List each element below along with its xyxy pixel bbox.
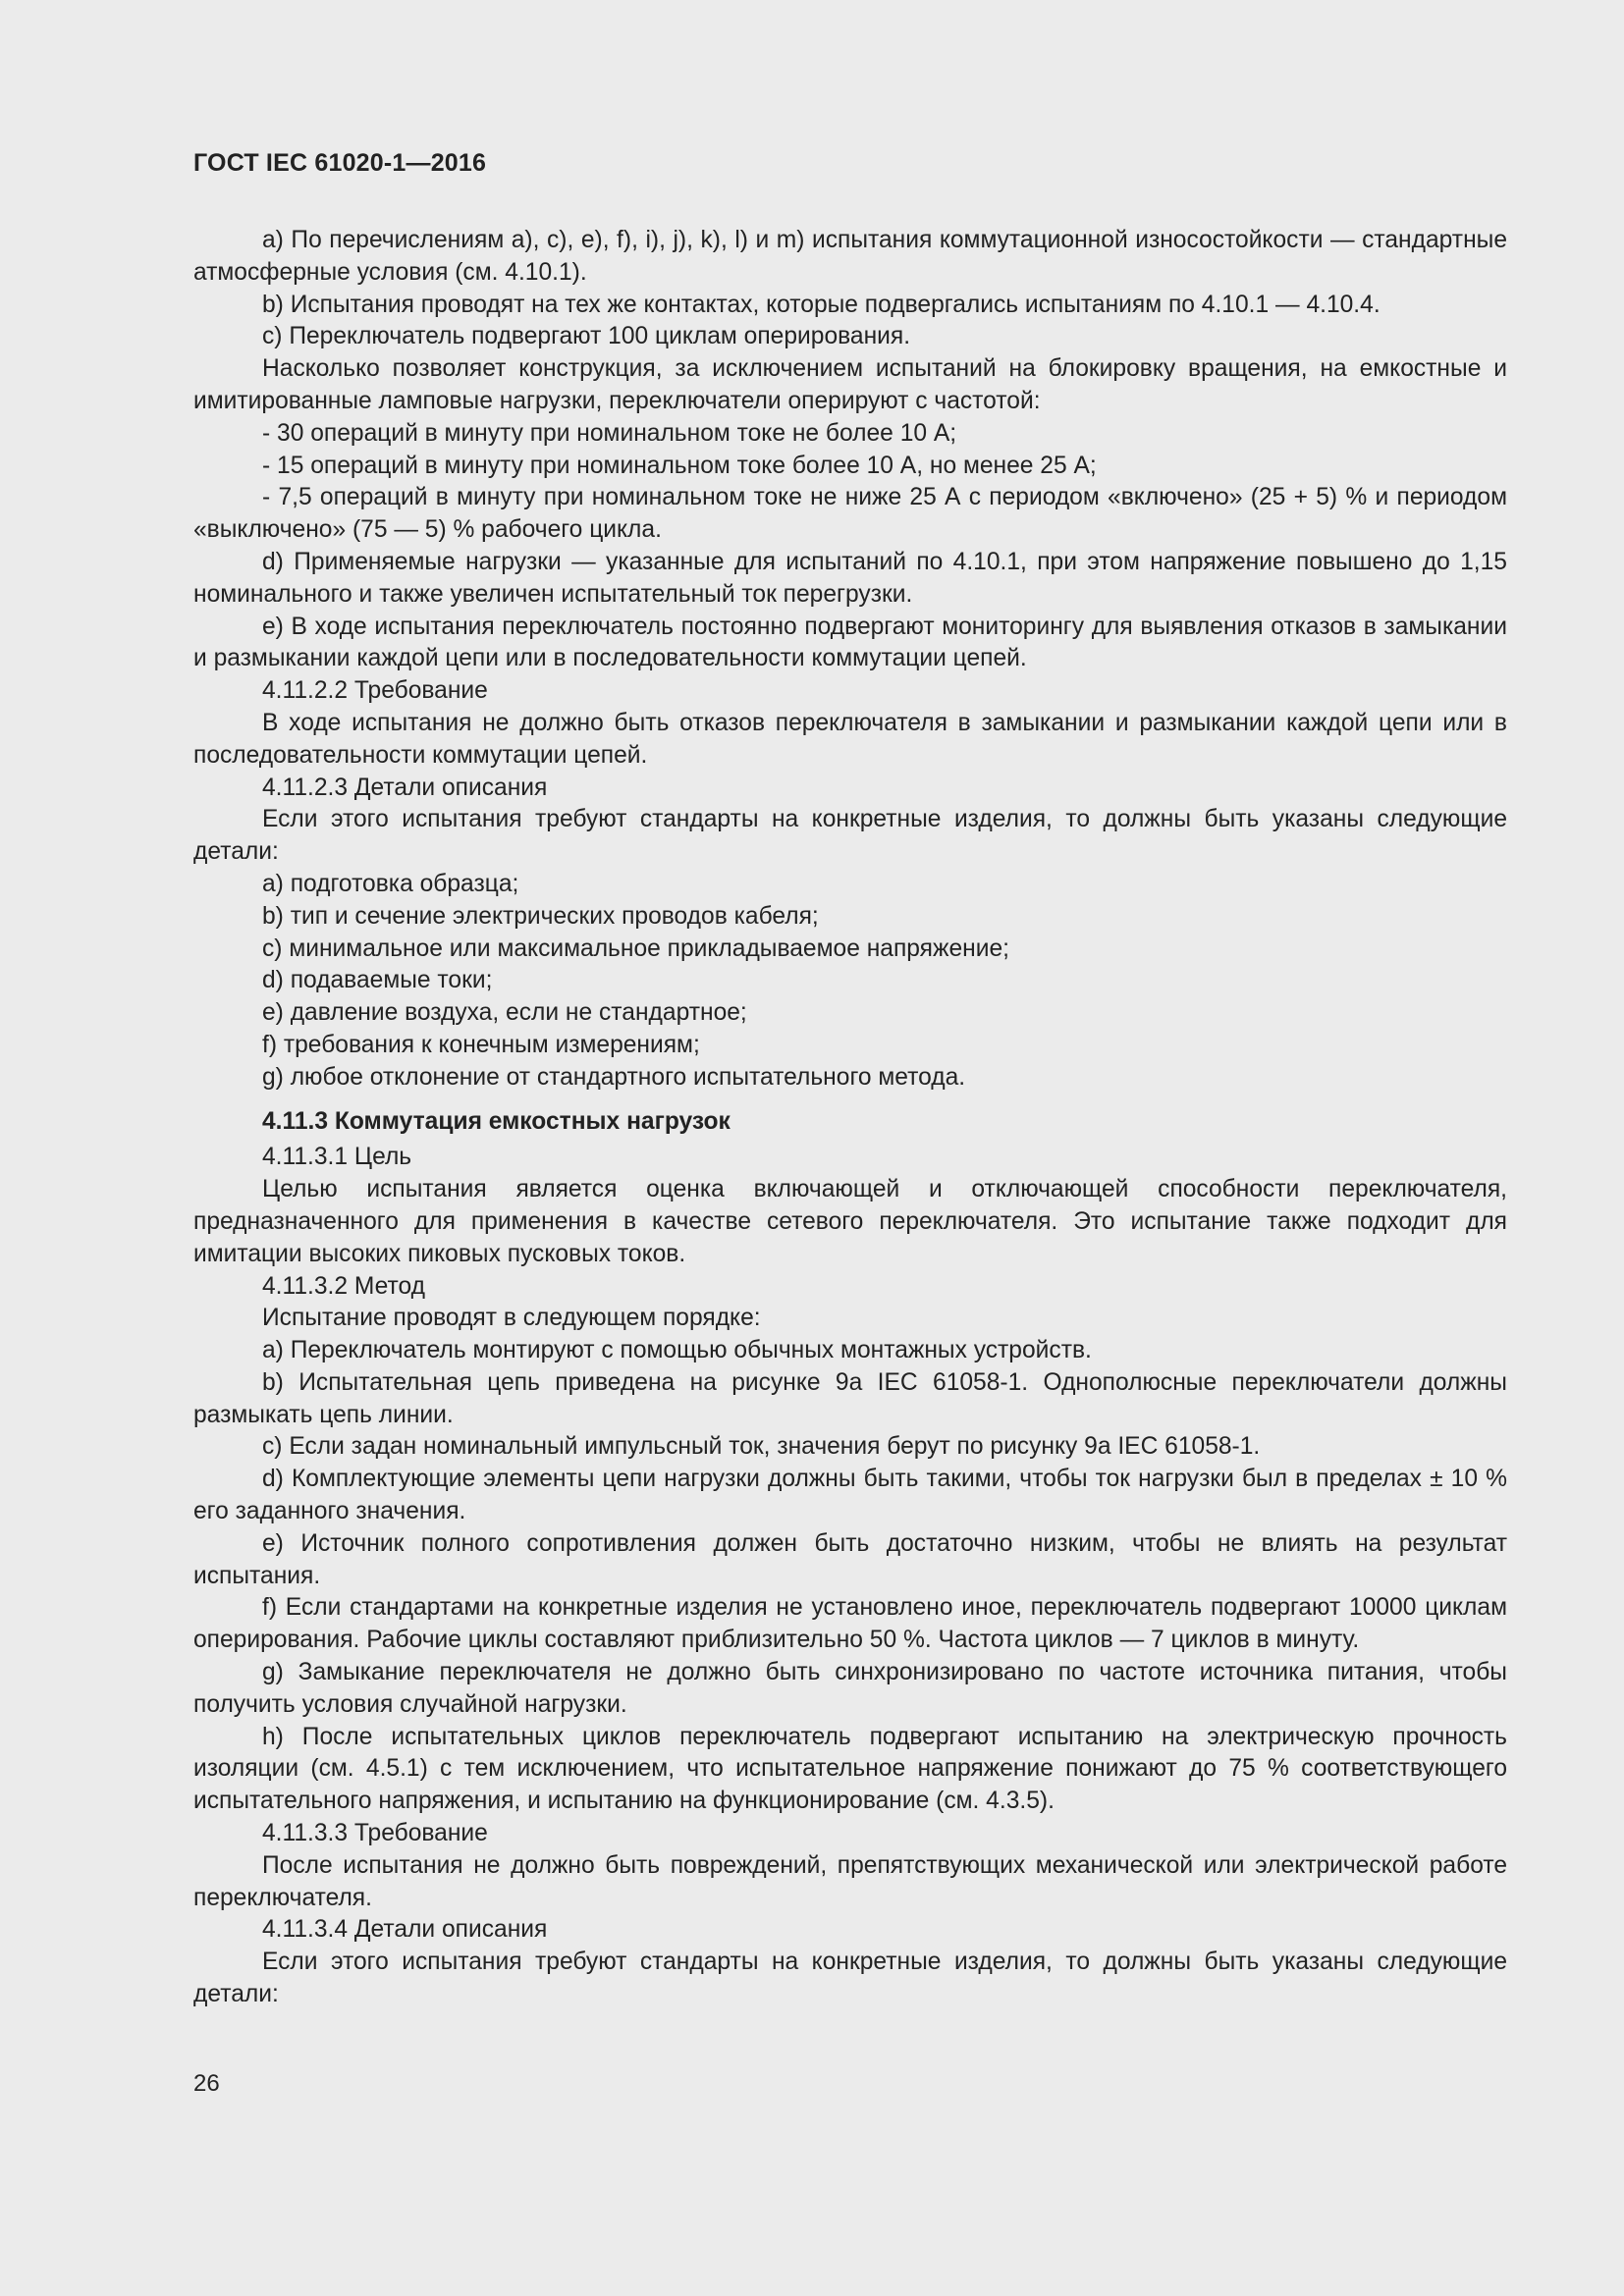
paragraph: а) По перечислениям a), c), e), f), i), j), k), l) и m) испытания коммутационной износостойкости — стандартные атмосферные условия (см. 4.10.1). — [193, 227, 1507, 286]
subsection-title: 4.11.3.3 Требование — [262, 1820, 488, 1847]
list-item: - 30 операций в минуту при номинальном токе не более 10 А; — [262, 419, 957, 447]
subsection-title: 4.11.3.1 Цель — [262, 1144, 412, 1171]
list-item: e) Источник полного сопротивления должен быть достаточно низким, чтобы не влиять на результат испытания. — [193, 1529, 1507, 1589]
paragraph: Испытание проводят в следующем порядке: — [262, 1305, 761, 1332]
paragraph: d) Применяемые нагрузки — указанные для испытаний по 4.10.1, при этом напряжение повышено до 1,15 номинального и также увеличен испытательный ток перегрузки. — [193, 548, 1507, 608]
paragraph: c) Переключатель подвергают 100 циклам оперирования. — [262, 323, 911, 350]
document-body — [193, 225, 1507, 2011]
list-item: f) требования к конечным измерениям; — [262, 1031, 700, 1058]
list-item: d) подаваемые токи; — [262, 967, 493, 994]
paragraph: После испытания не должно быть повреждений, препятствующих механической или электрической работе переключателя. — [193, 1851, 1507, 1911]
list-item: a) подготовка образца; — [262, 870, 519, 897]
list-item: b) Испытательная цепь приведена на рисунке 9a IEC 61058-1. Однополюсные переключатели должны размыкать цепь линии. — [193, 1368, 1507, 1428]
document-header: ГОСТ IEC 61020-1—2016 — [193, 149, 487, 177]
paragraph: Насколько позволяет конструкция, за исключением испытаний на блокировку вращения, на емкостные и имитированные ламповые нагрузки, переключатели оперируют с частотой: — [193, 355, 1507, 414]
list-item: a) Переключатель монтируют с помощью обычных монтажных устройств. — [262, 1337, 1092, 1364]
paragraph: Если этого испытания требуют стандарты на конкретные изделия, то должны быть указаны следующие детали: — [193, 806, 1507, 866]
list-item: - 7,5 операций в минуту при номинальном токе не ниже 25 А с периодом «включено» (25 + 5) % и периодом «выключено» (75 — 5) % рабочего цикла. — [193, 484, 1507, 544]
list-item: d) Комплектующие элементы цепи нагрузки должны быть такими, чтобы ток нагрузки был в пределах ± 10 % его заданного значения. — [193, 1466, 1507, 1525]
list-item: c) минимальное или максимальное прикладываемое напряжение; — [262, 934, 1009, 962]
list-item: g) Замыкание переключателя не должно быть синхронизировано по частоте источника питания, чтобы получить условия случайной нагрузки. — [193, 1659, 1507, 1718]
subsection-title: 4.11.2.2 Требование — [262, 677, 488, 705]
list-item: f) Если стандартами на конкретные изделия не установлено иное, переключатель подвергают 10000 циклам оперирования. Рабочие циклы составляют приблизительно 50 %. Частота циклов — 7 циклов в минуту. — [193, 1594, 1507, 1654]
list-item: h) После испытательных циклов переключатель подвергают испытанию на электрическую прочность изоляции (см. 4.5.1) с тем исключением, что испытательное напряжение понижают до 75 % соответствующего испытательного напряжения, и испытанию на функционирование (см. 4.3.5). — [193, 1723, 1507, 1815]
list-item: g) любое отклонение от стандартного испытательного метода. — [262, 1063, 966, 1091]
subsection-title: 4.11.2.3 Детали описания — [262, 774, 548, 801]
paragraph: В ходе испытания не должно быть отказов переключателя в замыкании и размыкании каждой цепи или в последовательности коммутации цепей. — [193, 709, 1507, 769]
paragraph: Если этого испытания требуют стандарты на конкретные изделия, то должны быть указаны следующие детали: — [193, 1949, 1507, 2008]
page-number: 26 — [193, 2070, 220, 2097]
subsection-title: 4.11.3.4 Детали описания — [262, 1916, 548, 1944]
paragraph: b) Испытания проводят на тех же контактах, которые подвергались испытаниям по 4.10.1 — 4.10.4. — [262, 291, 1380, 318]
paragraph: Целью испытания является оценка включающей и отключающей способности переключателя, предназначенного для применения в качестве сетевого переключателя. Это испытание также подходит для имитации высоких пиковых пусковых токов. — [193, 1176, 1507, 1267]
list-item: - 15 операций в минуту при номинальном токе более 10 А, но менее 25 А; — [262, 452, 1097, 479]
subsection-title: 4.11.3.2 Метод — [262, 1272, 425, 1300]
paragraph: e) В ходе испытания переключатель постоянно подвергают мониторингу для выявления отказов в замыкании и размыкании каждой цепи или в последовательности коммутации цепей. — [193, 613, 1507, 672]
list-item: c) Если задан номинальный импульсный ток, значения берут по рисунку 9a IEC 61058-1. — [262, 1433, 1261, 1461]
section-heading: 4.11.3 Коммутация емкостных нагрузок — [262, 1107, 731, 1135]
list-item: e) давление воздуха, если не стандартное; — [262, 999, 747, 1027]
list-item: b) тип и сечение электрических проводов кабеля; — [262, 902, 819, 930]
